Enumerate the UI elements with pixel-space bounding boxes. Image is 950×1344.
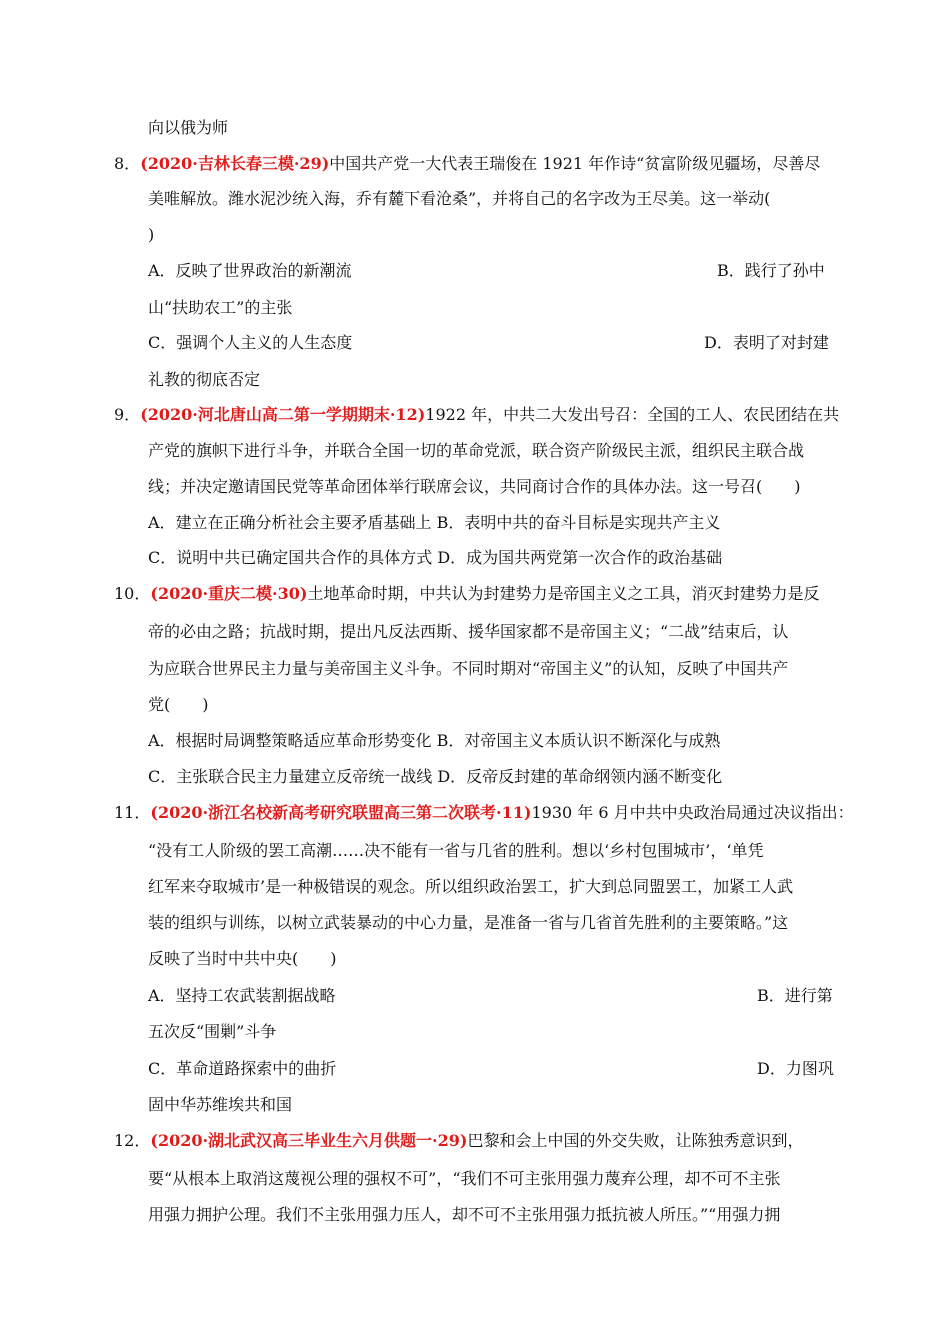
question-8-option-b-cont: 山“扶助农工”的主张 — [148, 298, 293, 317]
question-9-line-3: 线；并决定邀请国民党等革命团体举行联席会议，共同商讨合作的具体办法。这一号召( ) — [148, 477, 801, 496]
question-8-line-1 — [114, 153, 820, 175]
question-8-option-b: B．践行了孙中 — [717, 261, 825, 280]
question-12-line-3: 用强力拥护公理。我们不主张用强力压人，却不可不主张用强力抵抗被人所压。”“用强力拥 — [148, 1205, 781, 1224]
question-11-option-b-cont: 五次反“围剿”斗争 — [148, 1022, 277, 1041]
question-8-text: 中国共产党一大代表王瑞俊在 1921 年作诗“贫富阶级见疆场，尽善尽 — [329, 154, 821, 173]
question-9-line-2: 产党的旗帜下进行斗争，并联合全国一切的革命党派，联合资产阶级民主派，组织民主联合战 — [148, 441, 805, 460]
question-11-text: 1930 年 6 月中共中央政治局通过决议指出： — [531, 803, 854, 822]
question-10-line-2: 帝的必由之路；抗战时期，提出凡反法西斯、援华国家都不是帝国主义；“二战”结束后，认 — [148, 622, 789, 641]
question-8-option-d: D．表明了对封建 — [704, 333, 829, 352]
question-10-line-4: 党( ) — [148, 695, 209, 714]
question-10-line-1 — [114, 583, 819, 605]
question-8-source: (2020·吉林长春三模·29) — [140, 154, 330, 173]
question-10-options-ab: A．根据时局调整策略适应革命形势变化 B．对帝国主义本质认识不断深化与成熟 — [148, 731, 721, 750]
question-9-source: (2020·河北唐山高二第一学期期末·12) — [140, 405, 426, 424]
question-9-options-cd: C．说明中共已确定国共合作的具体方式 D．成为国共两党第一次合作的政治基础 — [148, 548, 723, 567]
question-8-line-3: ) — [148, 225, 155, 244]
question-8-option-d-cont: 礼教的彻底否定 — [148, 370, 261, 389]
question-12-line-1 — [114, 1130, 803, 1152]
question-10-line-3: 为应联合世界民主力量与美帝国主义斗争。不同时期对“帝国主义”的认知，反映了中国共产 — [148, 659, 789, 678]
question-11-option-a: A．坚持工农武装割据战略 — [148, 986, 336, 1005]
question-8-line-2: 美唯解放。潍水泥沙统入海，乔有麓下看沧桑”，并将自己的名字改为王尽美。这一举动( — [148, 189, 771, 208]
question-8-option-a: A．反映了世界政治的新潮流 — [148, 261, 352, 280]
question-11-option-b: B．进行第 — [757, 986, 833, 1005]
question-8-number: 8． — [114, 154, 141, 173]
question-10-number: 10． — [114, 584, 151, 603]
question-9-options-ab: A．建立在正确分析社会主要矛盾基础上 B．表明中共的奋斗目标是实现共产主义 — [148, 513, 721, 532]
question-11-option-d: D．力图巩 — [757, 1059, 834, 1078]
question-11-line-5: 反映了当时中共中央( ) — [148, 949, 337, 968]
question-9-text: 1922 年，中共二大发出号召：全国的工人、农民团结在共 — [425, 405, 840, 424]
question-9-line-1 — [114, 404, 839, 426]
question-12-source: (2020·湖北武汉高三毕业生六月供题一·29) — [150, 1131, 468, 1150]
question-10-text: 土地革命时期，中共认为封建势力是帝国主义之工具，消灭封建势力是反 — [307, 584, 820, 603]
question-11-number: 11． — [114, 803, 151, 822]
question-12-line-2: 要“从根本上取消这蔑视公理的强权不可”，“我们不可主张用强力蔑弃公理，却不可不主张 — [148, 1169, 781, 1188]
question-11-line-2: “没有工人阶级的罢工高潮……决不能有一省与几省的胜利。想以‘乡村包围城市’，‘单凭 — [148, 841, 764, 860]
question-11-line-1 — [114, 802, 854, 824]
question-11-option-c: C．革命道路探索中的曲折 — [148, 1059, 337, 1078]
question-9-number: 9． — [114, 405, 141, 424]
q7-tail: 向以俄为师 — [148, 118, 229, 137]
question-11-line-4: 装的组织与训练，以树立武装暴动的中心力量，是准备一省与几省首先胜利的主要策略。”这 — [148, 913, 789, 932]
question-11-option-d-cont: 固中华苏维埃共和国 — [148, 1095, 293, 1114]
question-10-source: (2020·重庆二模·30) — [150, 584, 308, 603]
question-8-option-c: C．强调个人主义的人生态度 — [148, 333, 353, 352]
question-11-source: (2020·浙江名校新高考研究联盟高三第二次联考·11) — [150, 803, 532, 822]
question-12-text: 巴黎和会上中国的外交失败，让陈独秀意识到， — [467, 1131, 804, 1150]
question-12-number: 12． — [114, 1131, 151, 1150]
question-10-options-cd: C．主张联合民主力量建立反帝统一战线 D．反帝反封建的革命纲领内涵不断变化 — [148, 767, 723, 786]
question-11-line-3: 红军来夺取城市’是一种极错误的观念。所以组织政治罢工，扩大到总同盟罢工，加紧工人武 — [148, 877, 794, 896]
